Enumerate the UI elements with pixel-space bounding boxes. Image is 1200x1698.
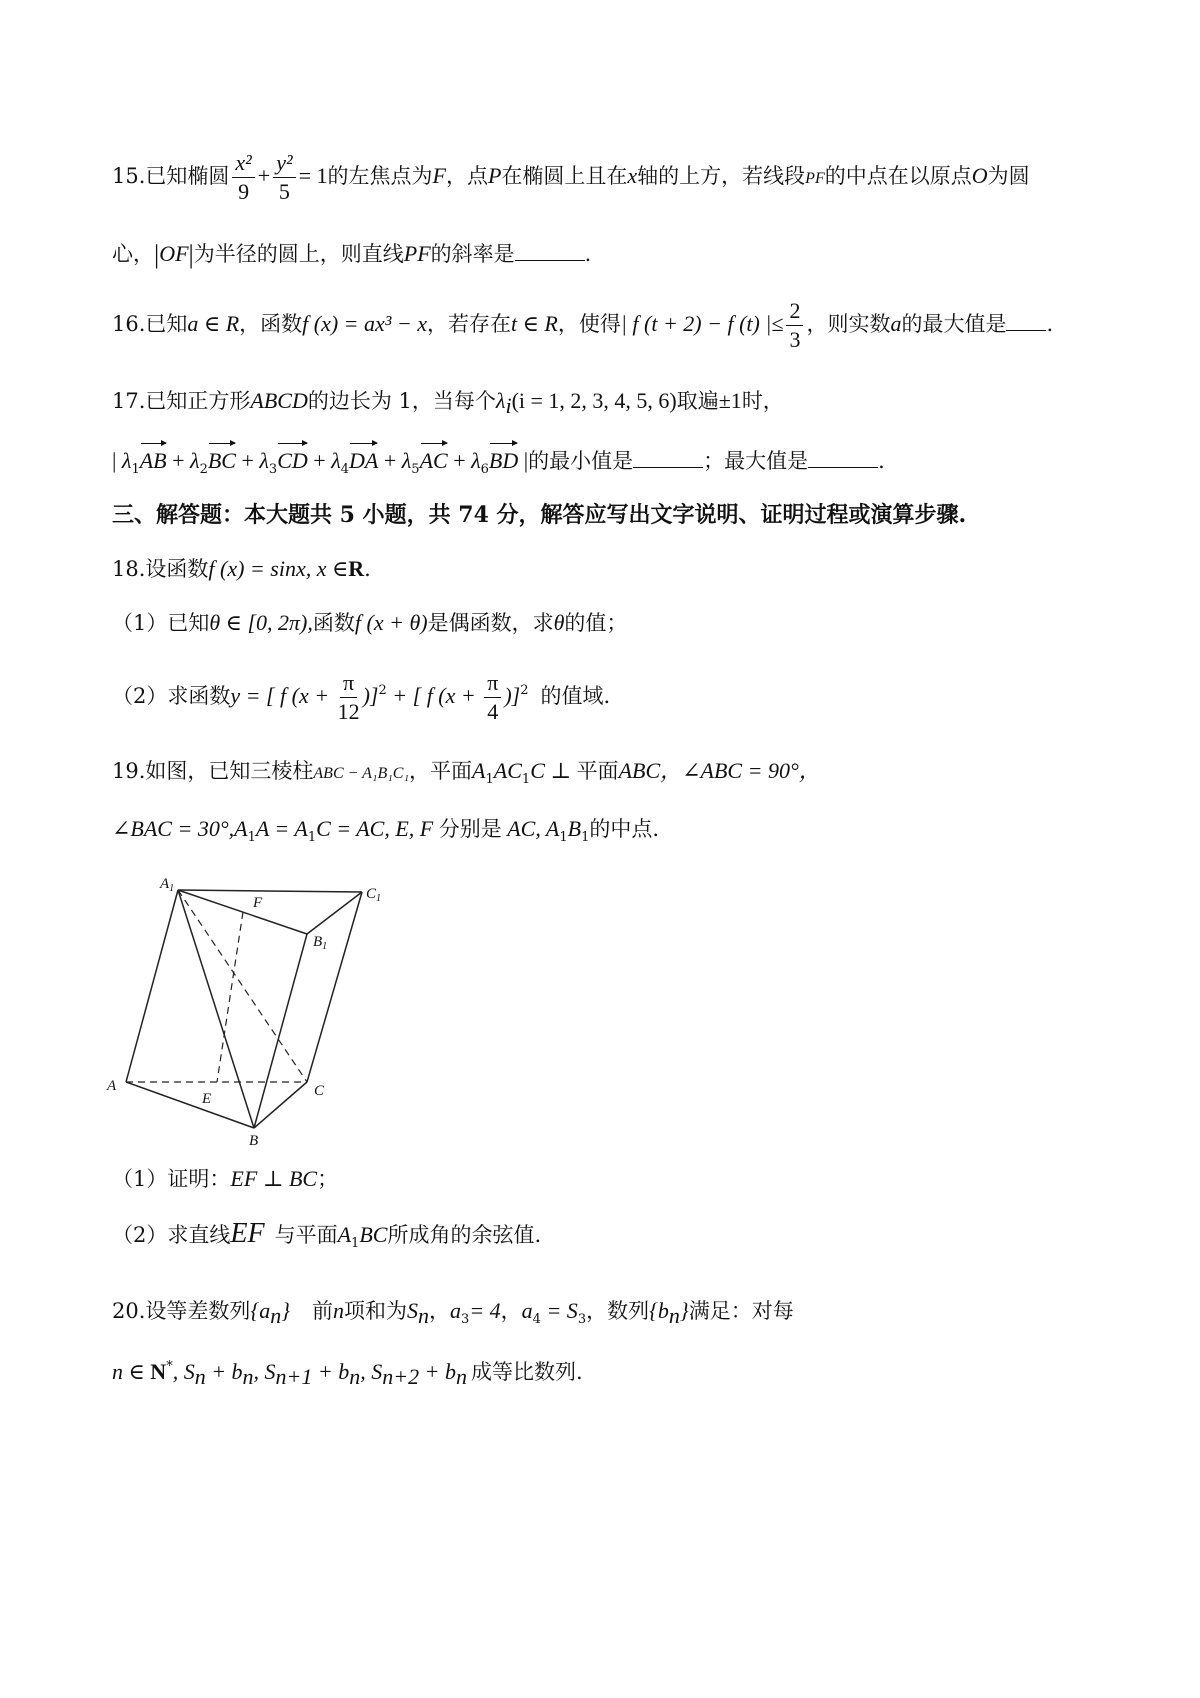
q19-part2: （2）求直线EF 与平面$A_1BC$所成角的余弦值. [112,1218,542,1251]
q18-frac-pi12: $\frac{\pi}{12}$ [337,670,360,724]
q20-line1: 20.设等差数列$\{a_n\}$ 前n项和为$S_n$，$a_3= 4$，$a_4 = S_3$，数列$\{b_n\}$满足：对每 [112,1298,794,1328]
label-B1: $B_1$ [313,934,328,952]
q18-line: 18.设函数f (x) = sinx, x ∈R. [112,556,371,581]
q15-label: 15.已知椭圆 [112,164,230,188]
q17-min-blank[interactable] [633,466,703,468]
q20-line2: n ∈ N*, $S_n + b_n$, $S_{n+1} + b_n$, $S_{n+2} + b_n$ 成等比数列. [112,1359,583,1389]
q15-line1: 15.已知椭圆 $\frac{\text{x²}}{9}$ + $\frac{\text{y²}}{5}$ = 1的左焦点为F，点P在椭圆上且在x轴的上方，若线段PF的中点在以原点O为圆 [112,150,1030,204]
label-A1: $A_1$ [160,876,175,894]
label-A: A [107,1078,117,1094]
q19-line1: 19.如图，已知三棱柱ABC − A₁B₁C₁，平面$A_1AC_1C$ ⊥ 平面ABC，∠ABC = 90°， [112,758,821,787]
q16-frac: $\frac{2}{3}$ [786,300,803,351]
q16-line: 16.已知a ∈ R，函数f (x) = ax³ − x，若存在t ∈ R，使得| f (t + 2) − f (t) |≤ $\frac{2}{3}$ ，则实数a的最大值是 . [112,298,1054,352]
label-B: B [249,1133,259,1149]
q18-part1: （1）已知θ ∈ [0, 2π),函数f (x + θ)是偶函数，求θ的值； [112,610,628,635]
label-F: F [253,895,263,911]
q19-part1: （1）证明：EF ⊥ BC； [112,1166,339,1191]
q15-frac-x: $\frac{\text{x²}}{9}$ [232,152,254,203]
q19-line2: ∠BAC = $30^\circ,A_1A = A_1C$ = AC, E, F 分别是 AC, $A_1B_1$的中点. [112,816,660,845]
q17-line1: 17.已知正方形ABCD的边长为 1，当每个$\lambda_i(i = 1$, 2, 3, 4, 5, 6)取遍±1时， [112,388,784,418]
q15-frac-y: $\frac{\text{y²}}{5}$ [273,152,295,203]
q15-line2: 心，|OF|为半径的圆上，则直线PF的斜率是 . [112,240,592,269]
q17-max-blank[interactable] [808,466,878,468]
label-E: E [202,1091,212,1107]
q18-part2: （2）求函数y = [ f (x + $\frac{\pi}{12}$ )]$^2$ + [ f (x + $\frac{\pi}{4}$ )]$^2$ 的值域. [112,670,611,724]
q17-line2: | $\lambda_1AB + \lambda_2BC + \lambda_3CD + \lambda_4DA + \lambda_5AC + \lambda_6BD$ |的最小值是 ；最大值是 . [112,448,885,477]
section-heading: 三、解答题：本大题共 5 小题，共 74 分，解答应写出文字说明、证明过程或演算步骤. [112,502,967,528]
q15-answer-blank[interactable] [515,259,585,261]
prism-figure [107,870,410,1149]
q16-answer-blank[interactable] [1006,329,1046,331]
label-C: C [314,1083,325,1099]
label-C1: $C_1$ [366,886,382,904]
q18-frac-pi4: $\frac{\pi}{4}$ [484,672,501,723]
